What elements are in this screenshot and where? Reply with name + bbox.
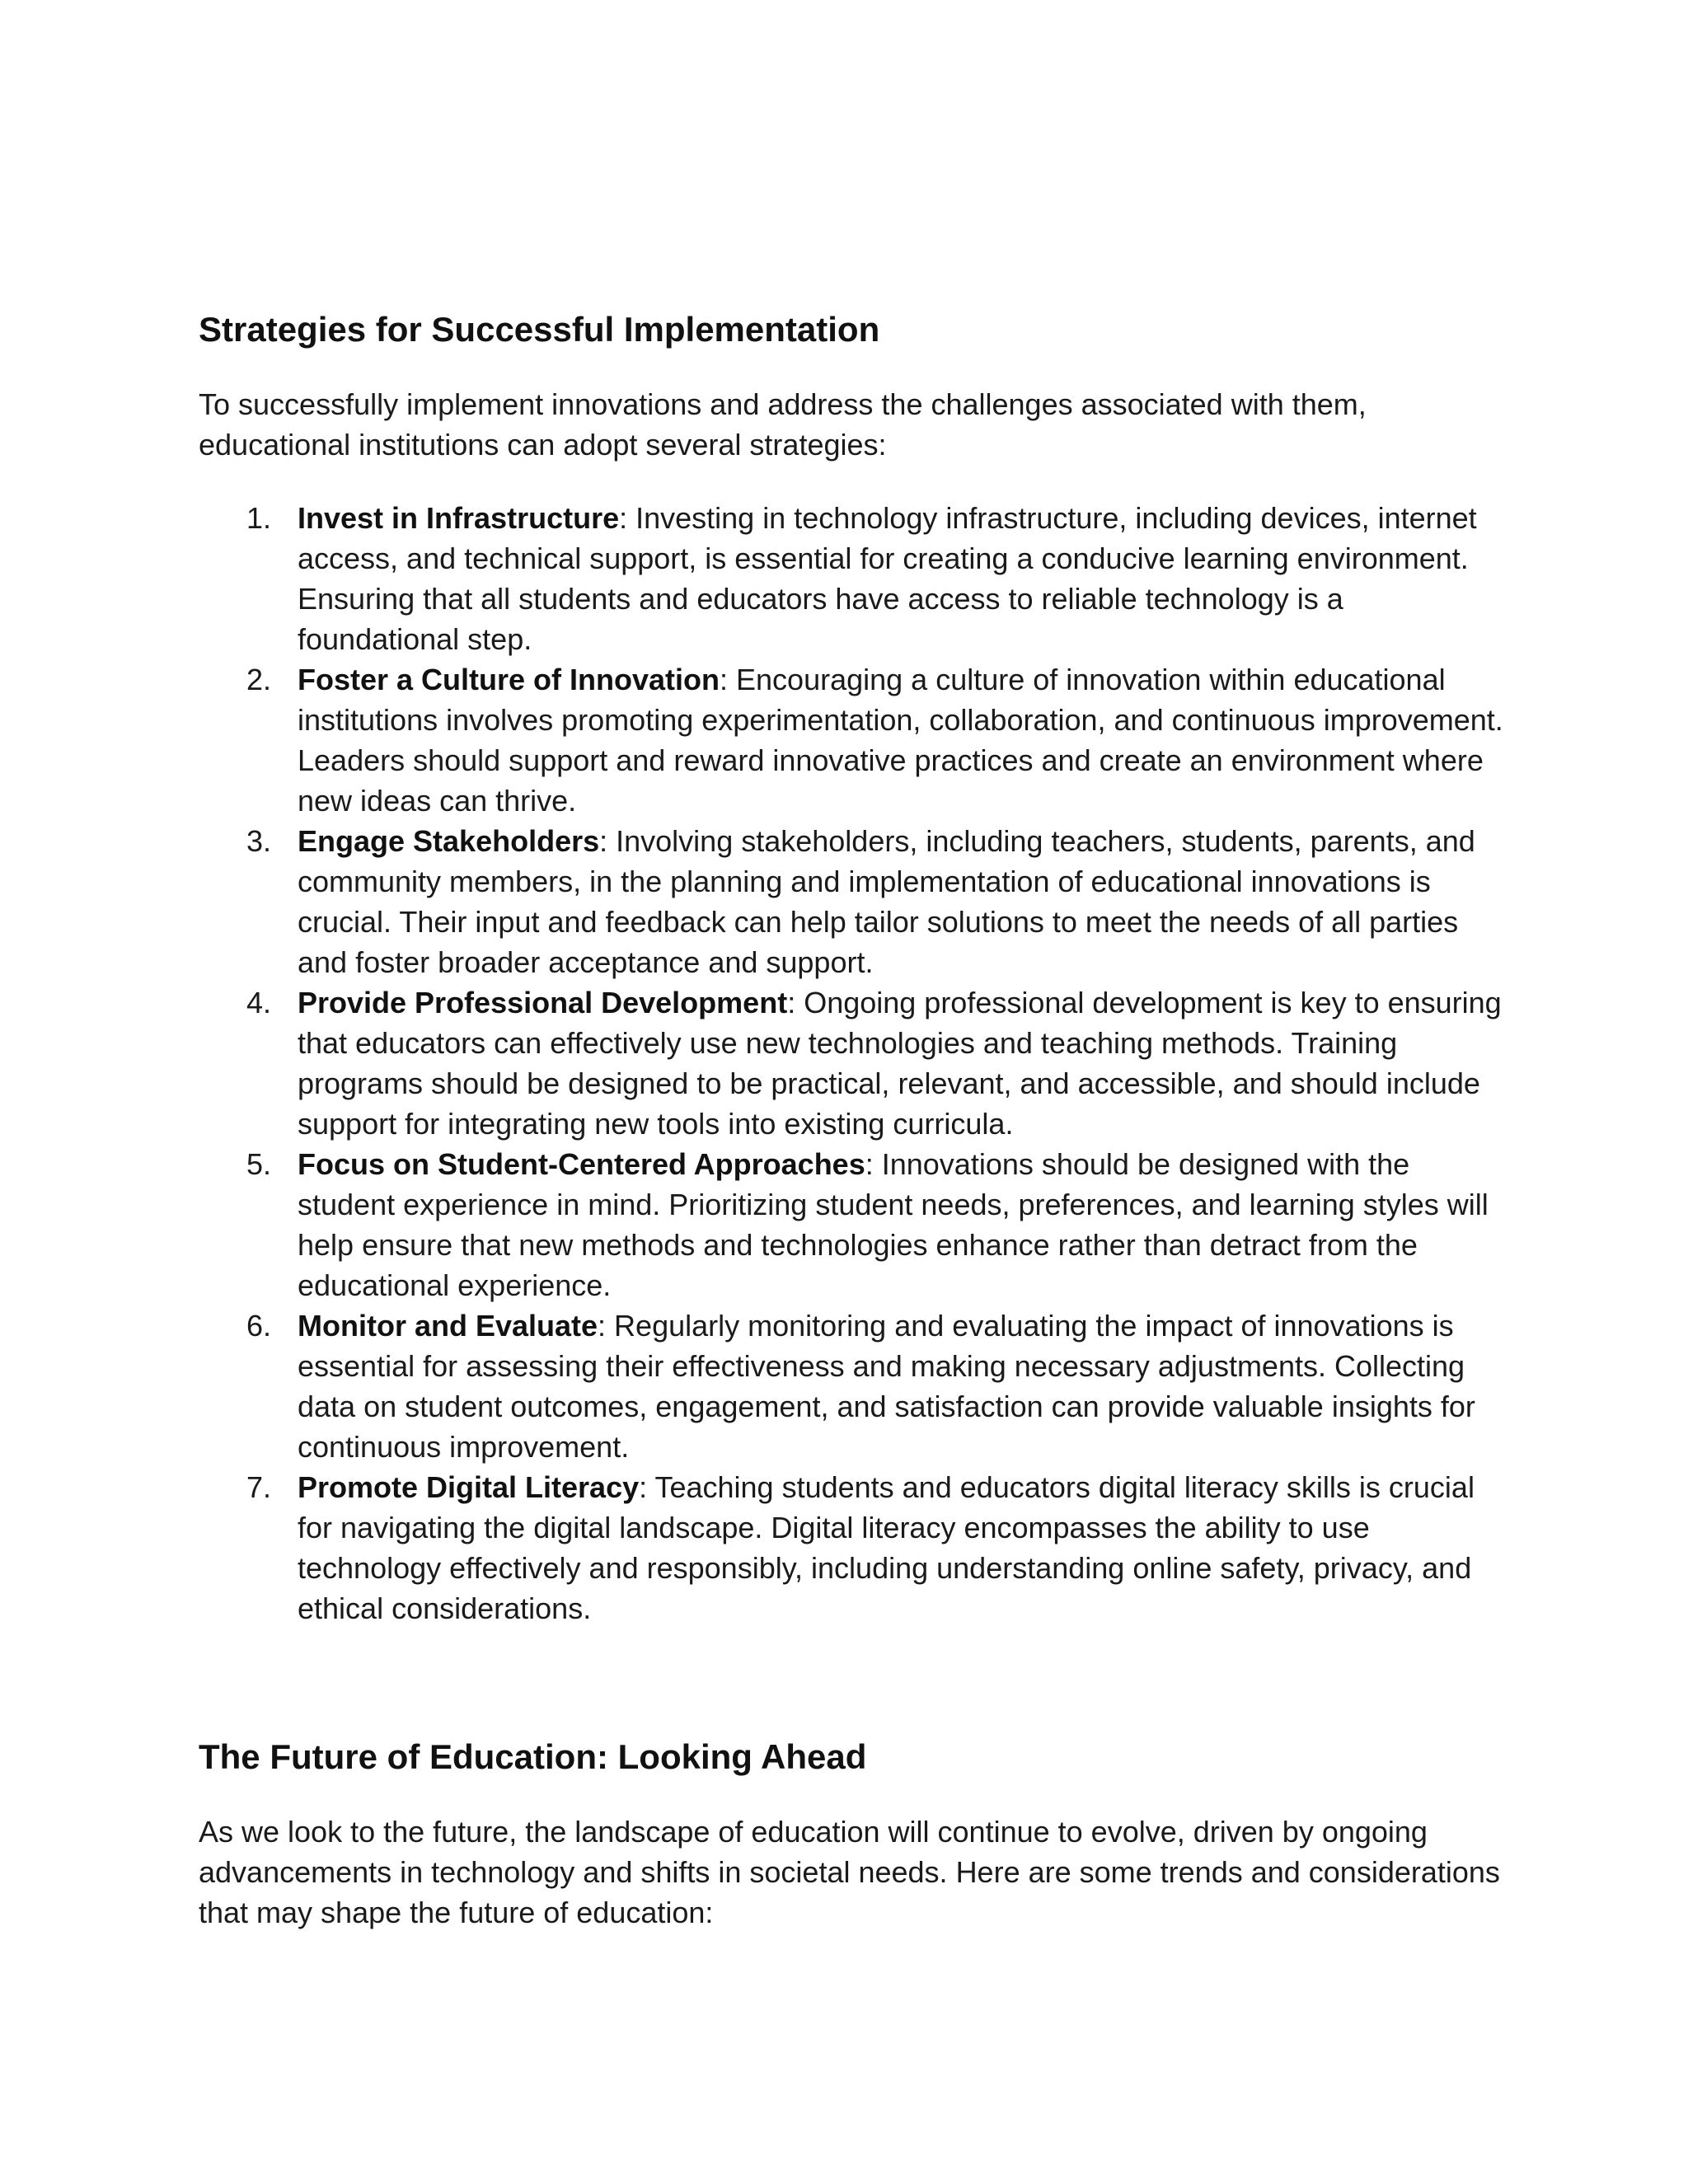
list-item-number: 7. bbox=[246, 1470, 272, 1504]
section-intro-paragraph: To successfully implement innovations and address the challenges associated with them, educational institutions can adopt several strategies: bbox=[199, 387, 1367, 462]
list-item-text: : Regularly monitoring and evaluating the impact of innovations is essential for assessing their effectiveness and making necessary adjustments. Collecting data on student outcomes, engagement, and satisfaction can provide valuable insights for continuous improvement. bbox=[298, 1309, 1475, 1464]
section-heading-strategies: Strategies for Successful Implementation bbox=[199, 310, 880, 349]
list-item-text: : Encouraging a culture of innovation within educational institutions involves promoting experimentation, collaboration, and continuous improvement. Leaders should support and reward innovative practices and create an environment where new ideas can thrive. bbox=[298, 663, 1503, 818]
list-item-text: : Ongoing professional development is key to ensuring that educators can effectively use new technologies and teaching methods. Training programs should be designed to be practical, relevant, and accessible, and should include support for integrating new tools into existing curricula. bbox=[298, 986, 1502, 1141]
list-item-text: : Investing in technology infrastructure, including devices, internet access, and technical support, is essential for creating a conducive learning environment. Ensuring that all students and educators have access to reliable technology is a foundational step. bbox=[298, 501, 1477, 656]
list-item bbox=[199, 821, 1509, 982]
list-item-title: Focus on Student-Centered Approaches bbox=[298, 1147, 865, 1181]
list-item bbox=[199, 1305, 1509, 1467]
section-intro-paragraph: As we look to the future, the landscape of education will continue to evolve, driven by ongoing advancements in technology and shifts in societal needs. Here are some trends and considerations that may shape the future of education: bbox=[199, 1815, 1500, 1929]
document-content bbox=[199, 307, 1509, 1933]
list-item-title: Promote Digital Literacy bbox=[298, 1470, 640, 1504]
list-item-number: 1. bbox=[246, 501, 272, 535]
list-item bbox=[199, 1144, 1509, 1305]
list-item-number: 5. bbox=[246, 1147, 272, 1181]
list-item-text: : Innovations should be designed with the student experience in mind. Prioritizing student needs, preferences, and learning styles will help ensure that new methods and technologies enhance rather than detract from the educational experience. bbox=[298, 1147, 1489, 1302]
list-item bbox=[199, 498, 1509, 659]
section-heading-future: The Future of Education: Looking Ahead bbox=[199, 1737, 867, 1776]
list-item-text: : Teaching students and educators digital literacy skills is crucial for navigating the digital landscape. Digital literacy encompasses the ability to use technology effectively and responsibly, including understanding online safety, privacy, and ethical considerations. bbox=[298, 1470, 1475, 1625]
list-item-title: Foster a Culture of Innovation bbox=[298, 663, 720, 696]
list-item-title: Provide Professional Development bbox=[298, 986, 788, 1019]
list-item-number: 6. bbox=[246, 1309, 272, 1343]
list-item-number: 2. bbox=[246, 663, 272, 696]
list-item-text: : Involving stakeholders, including teachers, students, parents, and community members, in the planning and implementation of educational innovations is crucial. Their input and feedback can help tailor solutions to meet the needs of all parties and foster broader acceptance and support. bbox=[298, 824, 1475, 979]
list-item bbox=[199, 1467, 1509, 1629]
list-item-number: 4. bbox=[246, 986, 272, 1019]
list-item-title: Engage Stakeholders bbox=[298, 824, 600, 858]
list-item bbox=[199, 659, 1509, 821]
list-item-title: Invest in Infrastructure bbox=[298, 501, 620, 535]
strategies-list bbox=[199, 498, 1509, 1629]
list-item-number: 3. bbox=[246, 824, 272, 858]
list-item bbox=[199, 982, 1509, 1144]
list-item-title: Monitor and Evaluate bbox=[298, 1309, 598, 1343]
